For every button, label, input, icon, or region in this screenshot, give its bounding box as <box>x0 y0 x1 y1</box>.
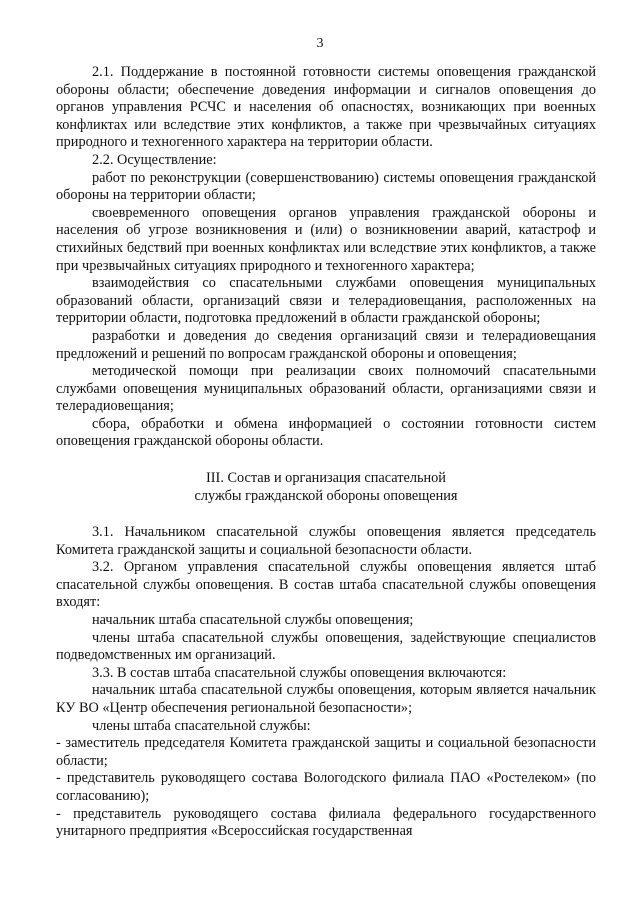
list-item-federal-enterprise: - представитель руководящего состава филиала федерального государственного унитарного предприятия «Всероссийская государственная <box>56 805 596 840</box>
paragraph-2-1: 2.1. Поддержание в постоянной готовности системы оповещения гражданской обороны области; обеспечение доведения информации и сигналов оповещения до органов управления РСЧС и населения об опасностях, возникающих при военных конфликтах или вследствие этих конфликтов, а также при чрезвычайных ситуациях природного и техногенного характера на территории области. <box>56 64 596 151</box>
section-heading-line-1: III. Состав и организация спасательной <box>206 470 446 487</box>
paragraph-3-3: 3.3. В состав штаба спасательной службы оповещения включаются: <box>92 664 507 681</box>
list-item-methodical-help: методической помощи при реализации своих полномочий спасательными службами оповещения муниципальных образований области, организациями связи и телерадиовещания; <box>56 363 596 415</box>
spacer <box>56 505 596 524</box>
list-item-interaction: взаимодействия со спасательными службами оповещения муниципальных образований области, организаций связи и телерадиовещания, расположенных на территории области, подготовка предложений в области гражданской обороны; <box>56 275 596 327</box>
spacer <box>56 451 596 469</box>
list-item-chief-ku-vo: начальник штаба спасательной службы оповещения, которым является начальник КУ ВО «Центр обеспечения региональной безопасности»; <box>56 682 596 716</box>
list-item-rostelecom: - представитель руководящего состава Вологодского филиала ПАО «Ростелеком» (по согласованию); <box>56 770 596 804</box>
list-item-proposals: разработки и доведения до сведения организаций связи и телерадиовещания предложений и решений по вопросам гражданской обороны и оповещения; <box>56 327 596 362</box>
paragraph-3-2: 3.2. Органом управления спасательной службы оповещения является штаб спасательной службы оповещения. В состав штаба спасательной службы оповещения входят: <box>56 559 596 611</box>
paragraph-3-1: 3.1. Начальником спасательной службы оповещения является председатель Комитета гражданской защиты и социальной безопасности области. <box>56 524 596 558</box>
list-item-deputy-chairman: - заместитель председателя Комитета гражданской защиты и социальной безопасности области; <box>56 735 596 769</box>
list-item-staff-members: члены штаба спасательной службы оповещения, задействующие специалистов подведомственных им организаций. <box>56 629 596 664</box>
list-item-staff-members-heading: члены штаба спасательной службы: <box>92 717 311 734</box>
section-heading-line-2: службы гражданской обороны оповещения <box>194 488 458 505</box>
list-item-reconstruction: работ по реконструкции (совершенствованию) системы оповещения гражданской обороны на территории области; <box>56 169 596 204</box>
list-item-information-exchange: сбора, обработки и обмена информацией о состоянии готовности систем оповещения гражданской обороны области. <box>56 415 596 450</box>
paragraph-2-2: 2.2. Осуществление: <box>92 151 217 168</box>
page-number: 3 <box>316 36 324 51</box>
list-item-staff-chief: начальник штаба спасательной службы оповещения; <box>92 612 414 629</box>
list-item-timely-notification: своевременного оповещения органов управления гражданской обороны и населения об угрозе возникновения и (или) о возникновении аварий, катастроф и стихийных бедствий при военных конфликтах или вследствие этих конфликтов, а также при чрезвычайных ситуациях природного и техногенного характера; <box>56 204 596 274</box>
document-body <box>56 64 596 841</box>
